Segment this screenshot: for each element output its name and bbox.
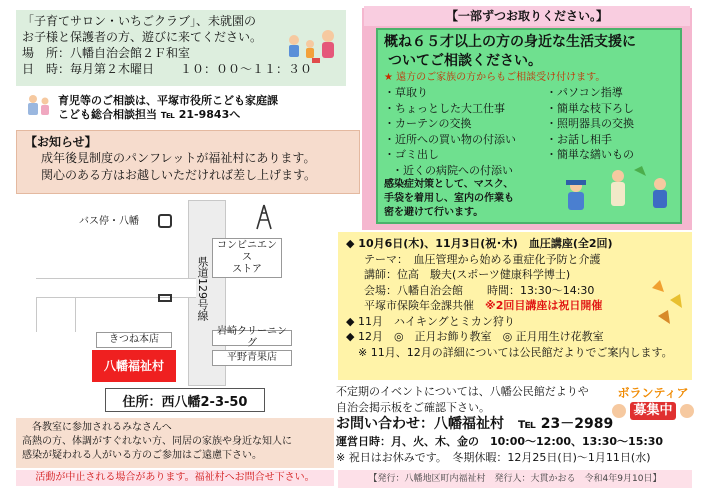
dec-event-1: ◎ 正月お飾り教室 xyxy=(393,330,492,343)
place-label: 場 所： xyxy=(22,46,71,60)
holiday-note: ※2回目講座は祝日開催 xyxy=(485,299,603,312)
time-value: １０：００～１１：３０ xyxy=(180,62,313,76)
support-item: ・カーテンの交換 xyxy=(384,117,472,130)
notice-line-2: 関心のある方はお越しいただければ差し上げます。 xyxy=(41,168,317,182)
support-item: ・ちょっとした大工仕事 xyxy=(384,101,505,115)
support-foot-3: 密を避けて行います。 xyxy=(384,207,484,218)
dec-label: ◆ 12月 xyxy=(346,330,383,343)
map-kitsune: きつね本店 xyxy=(96,332,172,348)
map-road-cross xyxy=(36,298,76,332)
seminar-lecturer: 講師：位高 駿夫(スポーツ健康科学博士) xyxy=(364,268,571,281)
autumn-leaves-illustration xyxy=(640,278,690,334)
volunteer-person-icon-2 xyxy=(680,404,694,418)
playing-kids-illustration xyxy=(282,26,344,66)
map-welfare-village: 八幡福祉村 xyxy=(92,350,176,382)
cancellation-note: 活動が中止される場合があります。福祉村へお問合せ下さい。 xyxy=(16,470,334,486)
seminar-dates: ◆ 10月6日(木)、11月3日(祝･木) 血圧講座(全2回) xyxy=(346,237,613,250)
caution-line-3: 感染が疑われる人がいる方のご参加はご遠慮下さい。 xyxy=(22,450,262,461)
seminar-venue-row xyxy=(346,283,684,299)
support-item: ・草取り xyxy=(384,86,428,99)
childcare-consult xyxy=(58,94,358,122)
salon-line-1: 「子育てサロン・いちごクラブ」、未就園の xyxy=(22,14,257,28)
seminar-venue: 会場：八幡自治会館 xyxy=(364,283,463,297)
date-label: 日 時： xyxy=(22,62,71,76)
support-note-text: 遠方のご家族の方からもご相談受け付けます。 xyxy=(396,72,606,83)
map-iwasaki: 岩崎クリーニング xyxy=(212,330,292,346)
bus-stop-marker-icon xyxy=(158,294,172,302)
support-foot-2: 手袋を着用し、室内の作業も xyxy=(384,193,514,204)
volunteer-helpers-illustration xyxy=(562,166,680,218)
seminar-theme: テーマ： 血圧管理から始める重症化予防と介護 xyxy=(364,252,601,266)
support-title-1: 概ね６５才以上の方の身近な生活支援に xyxy=(384,34,636,50)
inquiry-phone: ℡ 23－2989 xyxy=(518,416,614,432)
inquiry-contact: お問い合わせ：八幡福祉村 xyxy=(336,416,504,432)
access-map xyxy=(16,198,336,386)
volunteer-line-2: 募集中 xyxy=(630,402,675,420)
support-title-2: ついてご相談ください。 xyxy=(388,53,542,69)
seminar-cosponsor: 平塚市保険年金課共催 xyxy=(364,299,474,312)
support-item: ・パソコン指導 xyxy=(546,86,623,99)
support-item: ・ゴミ出し xyxy=(384,148,439,161)
caution-line-1: 各教室に参加されるみなさんへ xyxy=(32,422,172,433)
publisher-footer: 【発行：八幡地区町内福祉村 発行人：大貫かおる 令和4年9月10日】 xyxy=(338,470,692,488)
events-box xyxy=(338,232,692,380)
notice-heading: 【お知らせ】 xyxy=(25,135,97,149)
map-hirano: 平野青果店 xyxy=(212,350,292,366)
map-bus-stop: バス停・八幡 xyxy=(79,216,139,227)
events-details: ※ 11月、12月の詳細については公民館だよりでご案内します。 xyxy=(358,345,673,359)
inquiry-contact-row xyxy=(336,415,626,434)
map-road-horizontal xyxy=(36,278,196,298)
support-item: ・お話し相手 xyxy=(546,132,612,146)
consult-line-1: 育児等のご相談は、平塚市役所こども家庭課 xyxy=(58,94,278,107)
health-caution xyxy=(16,418,334,468)
nov-event: ◆ 11月 ハイキングとミカン狩り xyxy=(346,314,515,328)
volunteer-line-1: ボランティア xyxy=(617,386,689,400)
support-foot-1: 感染症対策として、マスク、 xyxy=(384,179,514,190)
volunteer-person-icon xyxy=(612,404,626,418)
map-road-name: 県道129号線 xyxy=(196,256,209,321)
inquiry-line-1: 不定期のイベントについては、八幡公民館だよりや xyxy=(336,385,589,398)
support-note: ★ 遠方のご家族の方からもご相談受け付けます。 xyxy=(384,72,606,83)
support-item: ・近所への買い物の付添い xyxy=(384,132,516,146)
support-items xyxy=(384,85,674,178)
caution-line-2: 高熱の方、体調がすぐれない方、同居の家族や身近な知人に xyxy=(22,436,292,447)
inquiry-line-2: 自治会掲示板をご確認下さい。 xyxy=(336,400,490,414)
bus-stop-icon xyxy=(158,214,172,228)
take-one-banner: 【一部ずつお取りください。】 xyxy=(364,6,690,26)
support-item: ・簡単な繕いもの xyxy=(546,148,634,161)
support-item: ・近くの病院への付添い xyxy=(392,163,513,177)
volunteer-recruiting xyxy=(612,384,694,440)
place-value: 八幡自治会館２Ｆ和室 xyxy=(70,46,191,60)
seminar-time: 時間：13:30～14:30 xyxy=(487,283,595,297)
support-item: ・照明器具の交換 xyxy=(546,117,634,130)
closed-days: ※ 祝日はお休みです。 冬期休暇：12月25日(日)～1月11日(水) xyxy=(336,450,651,464)
map-convenience-store: コンビニエンス ストア xyxy=(212,238,282,278)
operating-hours: 運営日時：月、火、木、金の 10:00～12:00、13:30～15:30 xyxy=(336,435,664,448)
notice-line-1: 成年後見制度のパンフレットが福祉村にあります。 xyxy=(41,151,316,165)
family-icon xyxy=(24,92,54,118)
address: 住所：西八幡2-3-50 xyxy=(105,388,265,412)
dec-event-2: ◎ 正月用生け花教室 xyxy=(502,330,604,343)
date-value: 毎月第２木曜日 xyxy=(70,62,155,76)
dec-events xyxy=(346,329,684,345)
support-item: ・簡単な枝下ろし xyxy=(546,101,634,115)
seminar-cosponsor-row xyxy=(346,298,684,314)
tower-icon xyxy=(252,204,276,230)
consult-line-2: こども総合相談担当 ℡ 21-9843へ xyxy=(58,108,241,121)
guardianship-notice xyxy=(16,130,360,194)
salon-line-2: お子様と保護者の方、遊びに来てください。 xyxy=(22,30,263,44)
